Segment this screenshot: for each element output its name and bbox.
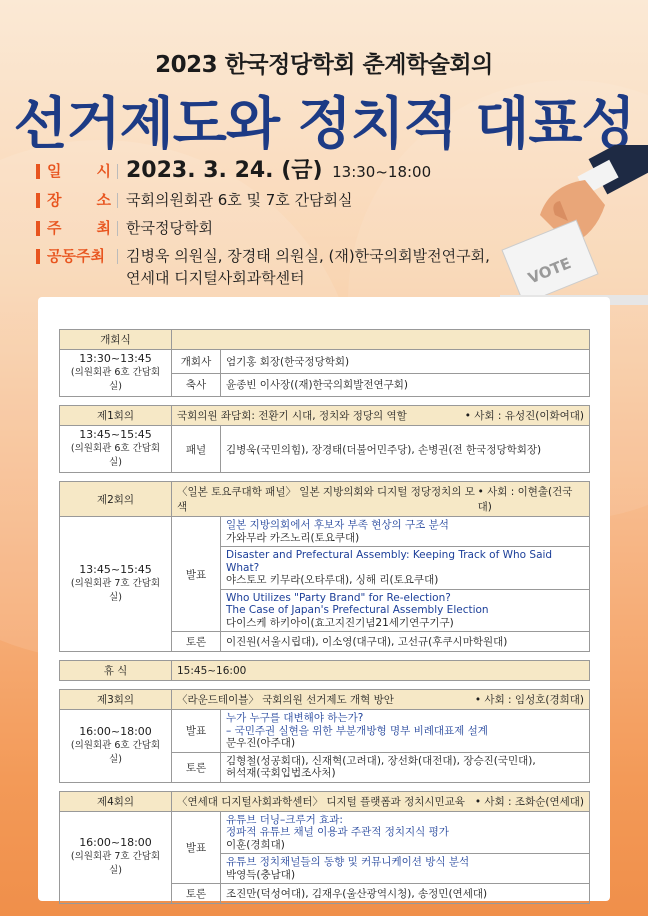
presentation: 일본 지방의회에서 후보자 부족 현상의 구조 분석 가와무라 카즈노리(토요쿠대) (221, 517, 590, 547)
divider (117, 221, 118, 236)
session-moderator: • 사회 : 조화순(연세대) (474, 795, 584, 808)
break-time: 15:45~16:00 (172, 661, 590, 681)
session-title: 제1회의 (60, 406, 172, 426)
session-time: 13:30~13:45 (의원회관 6호 간담회실) (60, 350, 172, 397)
cohost-line: 연세대 디지털사회과학센터 (126, 269, 305, 287)
info-label: 일 시 (47, 162, 111, 180)
table-row (60, 661, 590, 681)
table-row (60, 791, 590, 811)
vote-text: VOTE (525, 254, 574, 288)
table-row (60, 690, 590, 710)
accent-bar (36, 221, 40, 236)
event-date: 2023. 3. 24. (금) (126, 158, 323, 183)
accent-bar (36, 249, 40, 264)
table-row (60, 482, 590, 517)
divider (117, 249, 118, 264)
role-cell: 발표 (172, 517, 221, 632)
info-label: 공동주최 (47, 247, 105, 265)
accent-bar (36, 193, 40, 208)
session-moderator: • 사회 : 유성진(이화여대) (464, 410, 584, 422)
event-time: 13:30~18:00 (332, 163, 432, 181)
role-cell: 패널 (172, 426, 221, 473)
role-cell: 발표 (172, 811, 221, 884)
event-title: 선거제도와 정치적 대표성 (13, 92, 635, 157)
content-cell: 김형철(성공회대), 신재혁(고려대), 장선화(대전대), 장승진(국민대), 허석재(국회입법조사처) (221, 752, 590, 782)
info-label: 장 소 (47, 191, 111, 209)
content-cell: 김병욱(국민의힘), 장경태(더불어민주당), 손병권(전 한국정당학회장) (221, 426, 590, 473)
session-time: 16:00~18:00 (의원회관 7호 간담회실) (60, 811, 172, 904)
session-time: 13:45~15:45 (의원회관 7호 간담회실) (60, 517, 172, 652)
session-title: 개회식 (60, 330, 172, 350)
content-cell: 이진원(서울시립대), 이소영(대구대), 고선규(후쿠시마학원대) (221, 632, 590, 652)
info-value (126, 245, 490, 289)
info-value (126, 160, 431, 183)
table-row (60, 811, 590, 854)
schedule-card (38, 297, 610, 901)
info-date (36, 160, 526, 183)
event-subtitle: 2023 한국정당학회 춘계학술회의 (155, 52, 493, 78)
ballot-hand-illustration (500, 145, 648, 315)
content-cell: 윤종빈 이사장((재)한국의회발전연구회) (221, 373, 590, 397)
role-cell: 토론 (172, 752, 221, 782)
table-row (60, 350, 590, 374)
session-title: 제3회의 (60, 690, 172, 710)
role-cell: 토론 (172, 884, 221, 904)
info-value: 한국정당학회 (126, 219, 213, 237)
role-cell: 축사 (172, 373, 221, 397)
cohost-line: 김병욱 의원실, 장경태 의원실, (재)한국의회발전연구회, (126, 247, 490, 265)
role-cell: 개회사 (172, 350, 221, 374)
session-topic: 국회의원 좌담회: 전환기 시대, 정치와 정당의 역할 (177, 410, 407, 422)
info-cohost (36, 245, 526, 289)
table-row (60, 517, 590, 547)
accent-bar (36, 164, 40, 179)
presentation: 유튜브 더닝–크루거 효과: 정파적 유튜브 채널 이용과 주관적 정치지식 평가 이훈(경희대) (221, 811, 590, 854)
table-row (60, 426, 590, 473)
session-topic: 〈라운드테이블〉 국회의원 선거제도 개혁 방안 (177, 694, 394, 706)
presentation: 유튜브 정치채널들의 동향 및 커뮤니케이션 방식 분석 박영득(충남대) (221, 854, 590, 884)
info-host (36, 217, 526, 239)
info-label: 주 최 (47, 219, 111, 237)
session-time: 13:45~15:45 (의원회관 6호 간담회실) (60, 426, 172, 473)
role-cell: 토론 (172, 632, 221, 652)
presentation: Disaster and Prefectural Assembly: Keeping Track of Who Said What? 야스토모 키무라(오타루대), 싱해 리(토요쿠대) (221, 547, 590, 590)
session-title: 제2회의 (60, 482, 172, 517)
table-row (60, 406, 590, 426)
role-cell: 발표 (172, 710, 221, 753)
session-moderator: • 사회 : 이현출(건국대) (477, 486, 573, 513)
table-row (60, 330, 590, 350)
divider (117, 193, 118, 208)
session-time: 16:00~18:00 (의원회관 6호 간담회실) (60, 710, 172, 783)
content-cell: 엄기홍 회장(한국정당학회) (221, 350, 590, 374)
divider (117, 164, 118, 179)
info-place (36, 189, 526, 211)
session-topic: 〈연세대 디지털사회과학센터〉 디지털 플랫폼과 정치시민교육 (177, 795, 465, 808)
session-moderator: • 사회 : 임성호(경희대) (474, 694, 584, 706)
session-topic: 〈일본 토요쿠대학 패널〉 일본 지방의회와 디지털 정당정치의 모색 (177, 486, 475, 513)
session-title: 제4회의 (60, 791, 172, 811)
presentation: Who Utilizes "Party Brand" for Re-election? The Case of Japan's Prefectural Assembly Election 다이스케 하키아이(효고지진기념21세기연구기구) (221, 589, 590, 632)
table-row (60, 710, 590, 753)
presentation: 누가 누구를 대변해야 하는가? – 국민주권 실현을 위한 부분개방형 명부 비례대표제 설계 문우진(아주대) (221, 710, 590, 753)
info-value: 국회의원회관 6호 및 7호 간담회실 (126, 191, 353, 209)
schedule-table (59, 329, 590, 904)
event-info (36, 160, 526, 295)
content-cell: 조진만(덕성여대), 김재우(울산광역시청), 송정민(연세대) (221, 884, 590, 904)
break-title: 휴 식 (60, 661, 172, 681)
